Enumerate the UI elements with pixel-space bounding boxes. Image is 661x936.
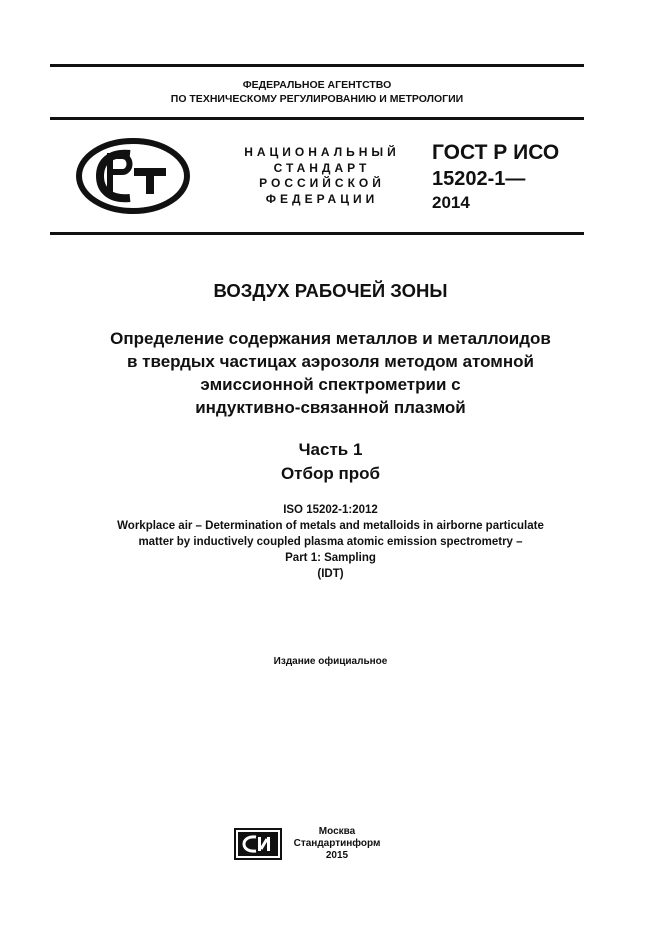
iso-title-line-3: Part 1: Sampling	[285, 552, 376, 564]
standard-code-line-3: 2014	[432, 193, 470, 212]
part-number: Часть 1	[298, 440, 363, 459]
publisher-name: Стандартинформ	[293, 838, 381, 849]
publisher-year: 2015	[325, 850, 349, 861]
subtitle-line-3: эмиссионной спектрометрии с	[200, 375, 461, 394]
standard-code-line-1: ГОСТ Р ИСО	[432, 141, 560, 164]
standard-type-line-2: СТАНДАРТ	[273, 160, 371, 175]
standard-type-line-4: ФЕДЕРАЦИИ	[265, 191, 379, 206]
iso-title-line-1: Workplace air – Determination of metals and metalloids in airborne particulate	[117, 520, 544, 532]
agency-line-1: ФЕДЕРАЛЬНОЕ АГЕНТСТВО	[242, 79, 392, 91]
header-bottom-rule	[50, 232, 584, 235]
standartinform-logo-icon	[234, 828, 282, 860]
agency-line-2: ПО ТЕХНИЧЕСКОМУ РЕГУЛИРОВАНИЮ И МЕТРОЛОГИИ	[170, 93, 464, 105]
edition-note: Издание официальное	[273, 656, 388, 667]
header-divider	[50, 117, 584, 120]
iso-title-line-2: matter by inductively coupled plasma atomic emission spectrometry –	[138, 536, 523, 548]
document-subtitle	[40, 327, 621, 419]
iso-code: ISO 15202-1:2012	[283, 504, 378, 516]
document-title: ВОЗДУХ РАБОЧЕЙ ЗОНЫ	[213, 280, 448, 301]
publisher-city: Москва	[318, 826, 356, 837]
standard-type	[232, 145, 412, 207]
subtitle-line-4: индуктивно-связанной плазмой	[195, 398, 466, 417]
standard-type-line-3: РОССИЙСКОЙ	[259, 176, 385, 190]
standard-type-line-1: НАЦИОНАЛЬНЫЙ	[244, 145, 400, 159]
top-rule	[50, 64, 584, 67]
part-name: Отбор проб	[280, 464, 381, 483]
publisher-info	[282, 826, 392, 862]
standard-code-line-2: 15202-1—	[432, 168, 526, 190]
subtitle-line-2: в твердых частицах аэрозоля методом атомной	[126, 352, 534, 371]
agency-header	[50, 78, 584, 106]
iso-idt: (IDT)	[317, 568, 344, 580]
subtitle-line-1: Определение содержания металлов и металлоидов	[110, 329, 551, 348]
standard-code	[432, 139, 592, 214]
rst-logo-icon	[76, 138, 190, 214]
part-heading	[0, 438, 661, 486]
iso-reference	[40, 502, 621, 582]
